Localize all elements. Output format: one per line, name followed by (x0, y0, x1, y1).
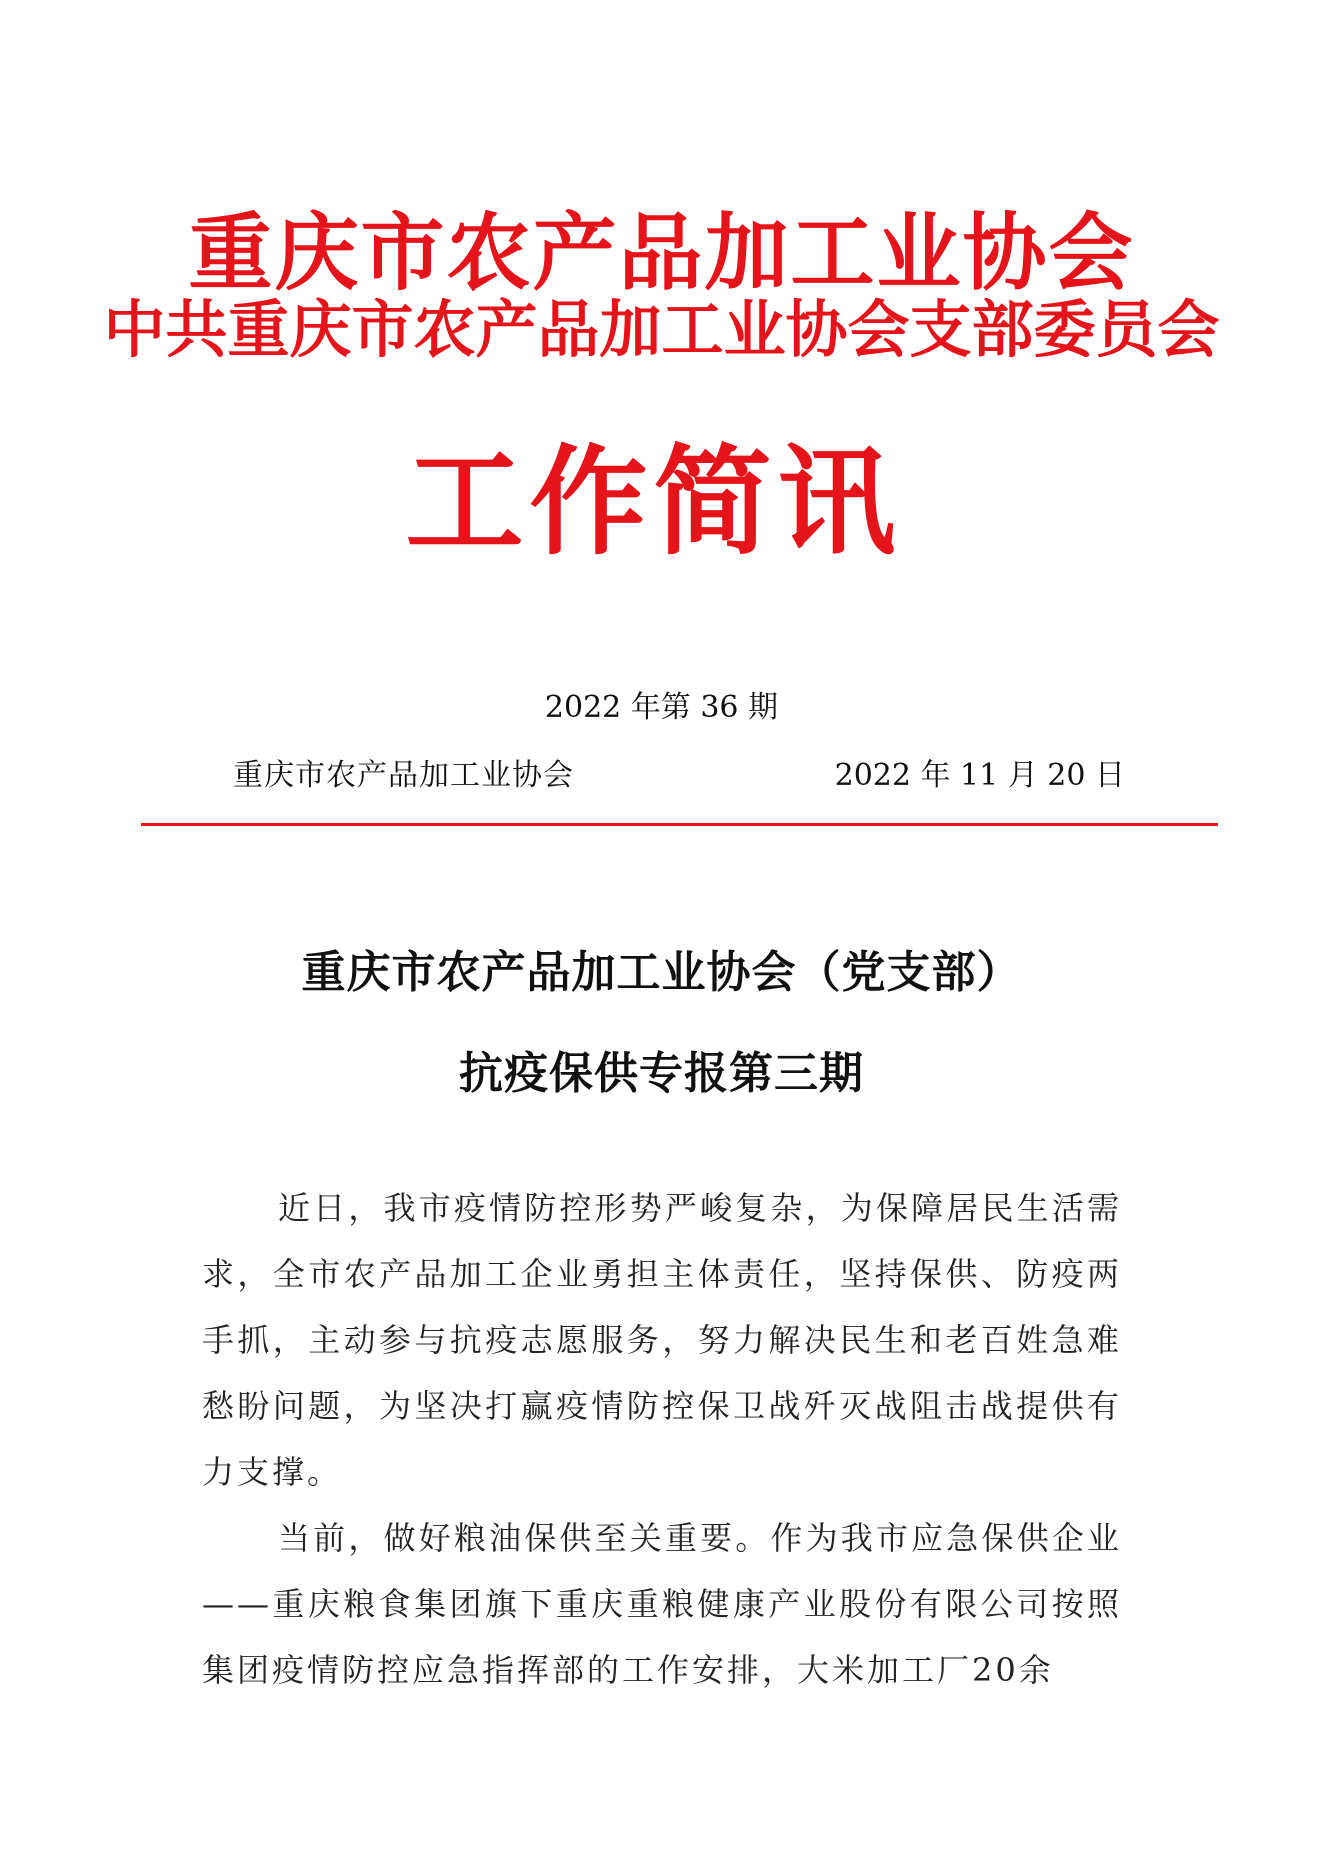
masthead-org-title: 重庆市农产品加工业协会 (188, 204, 1135, 302)
article-body (202, 1175, 1122, 1703)
article-title-line-2: 抗疫保供专报第三期 (459, 1048, 864, 1099)
issue-number: 2022 年第 36 期 (544, 690, 779, 725)
body-paragraph-1: 近日，我市疫情防控形势严峻复杂，为保障居民生活需求，全市农产品加工企业勇担主体责任，坚持保供、防疫两手抓，主动参与抗疫志愿服务，努力解决民生和老百姓急难愁盼问题，为坚决打赢疫情防控保卫战歼灭战阻击战提供有力支撑。 (202, 1189, 1122, 1491)
bulletin-title: 工作简讯 (405, 433, 902, 571)
publisher-name: 重庆市农产品加工业协会 (233, 758, 574, 793)
body-paragraph-2: 当前，做好粮油保供至关重要。作为我市应急保供企业——重庆粮食集团旗下重庆重粮健康产业股份有限公司按照集团疫情防控应急指挥部的工作安排，大米加工厂20余 (202, 1519, 1122, 1689)
header-divider (141, 823, 1218, 826)
publish-date: 2022 年 11 月 20 日 (834, 758, 1125, 793)
article-title-line-1: 重庆市农产品加工业协会（党支部） (301, 947, 1022, 998)
masthead-branch-title: 中共重庆市农产品加工业协会支部委员会 (103, 293, 1220, 366)
